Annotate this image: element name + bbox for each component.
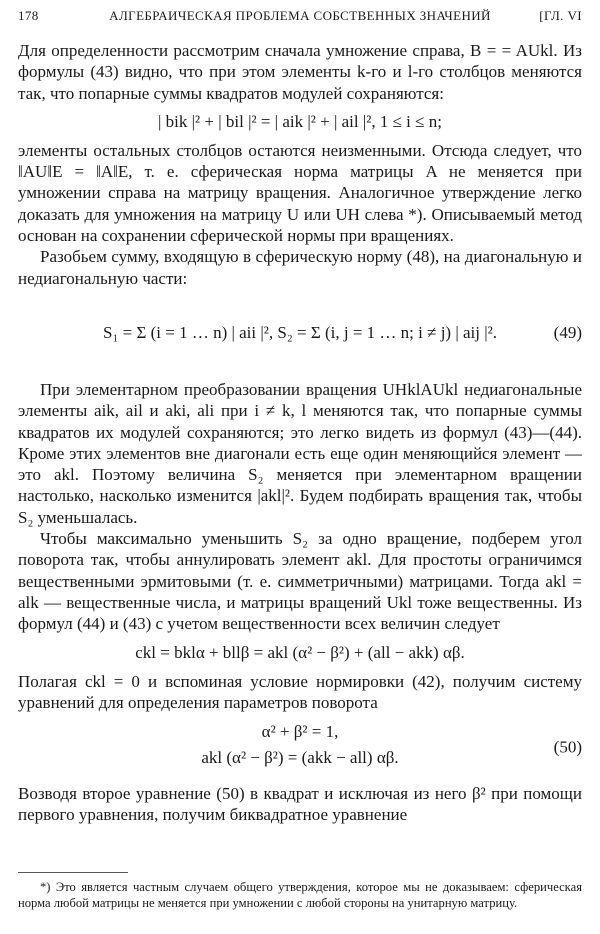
footnote <box>18 880 582 911</box>
footnote-text: *) Это является частным случаем общего утверждения, которое мы не доказываем: сферическая норма любой матрицы не меняется при умножении с любой стороны на унитарную матрицу. <box>18 880 582 910</box>
running-title: АЛГЕБРАИЧЕСКАЯ ПРОБЛЕМА СОБСТВЕННЫХ ЗНАЧЕНИЙ <box>109 8 491 23</box>
equation-49-body: S₁ = Σ (i = 1 … n) | aii |², S₂ = Σ (i, j = 1 … n; i ≠ j) | aij |². <box>102 322 497 342</box>
page-body <box>18 40 582 826</box>
paragraph: Полагая ckl = 0 и вспоминая условие нормировки (42), получим систему уравнений для определения параметров поворота <box>18 671 582 712</box>
footnote-rule <box>18 872 128 873</box>
chapter-label: [ГЛ. VI <box>539 8 582 23</box>
paragraph: Для определенности рассмотрим сначала умножение справа, B = = AUkl. Из формулы (43) видно, что при этом элементы k-го и l-го столбцов меняются так, что попарные суммы квадратов модулей сохраняются: <box>18 41 582 103</box>
equation-column-sums: | bik |² + | bil |² = | aik |² + | ail |², 1 ≤ i ≤ n; <box>158 111 442 131</box>
equation-number: (49) <box>553 322 582 342</box>
equation-number: (50) <box>553 737 582 757</box>
equation-50 <box>18 719 582 775</box>
equation-49 <box>18 291 582 375</box>
paragraph: Возводя второе уравнение (50) в квадрат и исключая из него β² при помощи первого уравнения, получим биквадратное уравнение <box>18 784 582 825</box>
running-header <box>18 8 582 30</box>
paragraph: Разобьем сумму, входящую в сферическую норму (48), на диагональную и недиагональную части: <box>18 247 582 288</box>
paragraph: Чтобы максимально уменьшить S₂ за одно вращение, подберем угол поворота так, чтобы аннулировать элемент akl. Для простоты ограничимся вещественными эрмитовыми (т. е. симметричными) матрицами. Тогда akl = alk — вещественные числа, и матрицы вращений Ukl тоже вещественны. Из формул (44) и (43) с учетом вещественности всех величин следует <box>18 529 582 634</box>
equation-50-line-1: α² + β² = 1, <box>261 722 339 742</box>
paragraph: При элементарном преобразовании вращения UHklAUkl недиагональные элементы aik, ail и aki, ali при i ≠ k, l меняются так, что попарные суммы квадратов их модулей сохраняются; это легко видеть из формул (43)—(44). Кроме этих элементов вне диагонали есть еще один меняющийся элемент — это akl. Поэтому величина S₂ меняется при элементарном вращении настолько, насколько изменится |akl|². Будем подбирать вращения так, чтобы S₂ уменьшалась. <box>18 379 582 527</box>
equation-50-line-2: akl (α² − β²) = (akk − all) αβ. <box>201 748 399 768</box>
page-number: 178 <box>18 8 39 23</box>
equation-ckl: ckl = bklα + bllβ = akl (α² − β²) + (all − akk) αβ. <box>135 642 465 662</box>
paragraph: элементы остальных столбцов остаются неизменными. Отсюда следует, что ‖AU‖E = ‖A‖E, т. е. сферическая норма матрицы A не меняется при умножении справа на матрицу вращения. Аналогичное утверждение легко доказать для умножения на матрицу U или UH слева *). Описываемый метод основан на сохранении сферической нормы при вращениях. <box>18 140 582 246</box>
